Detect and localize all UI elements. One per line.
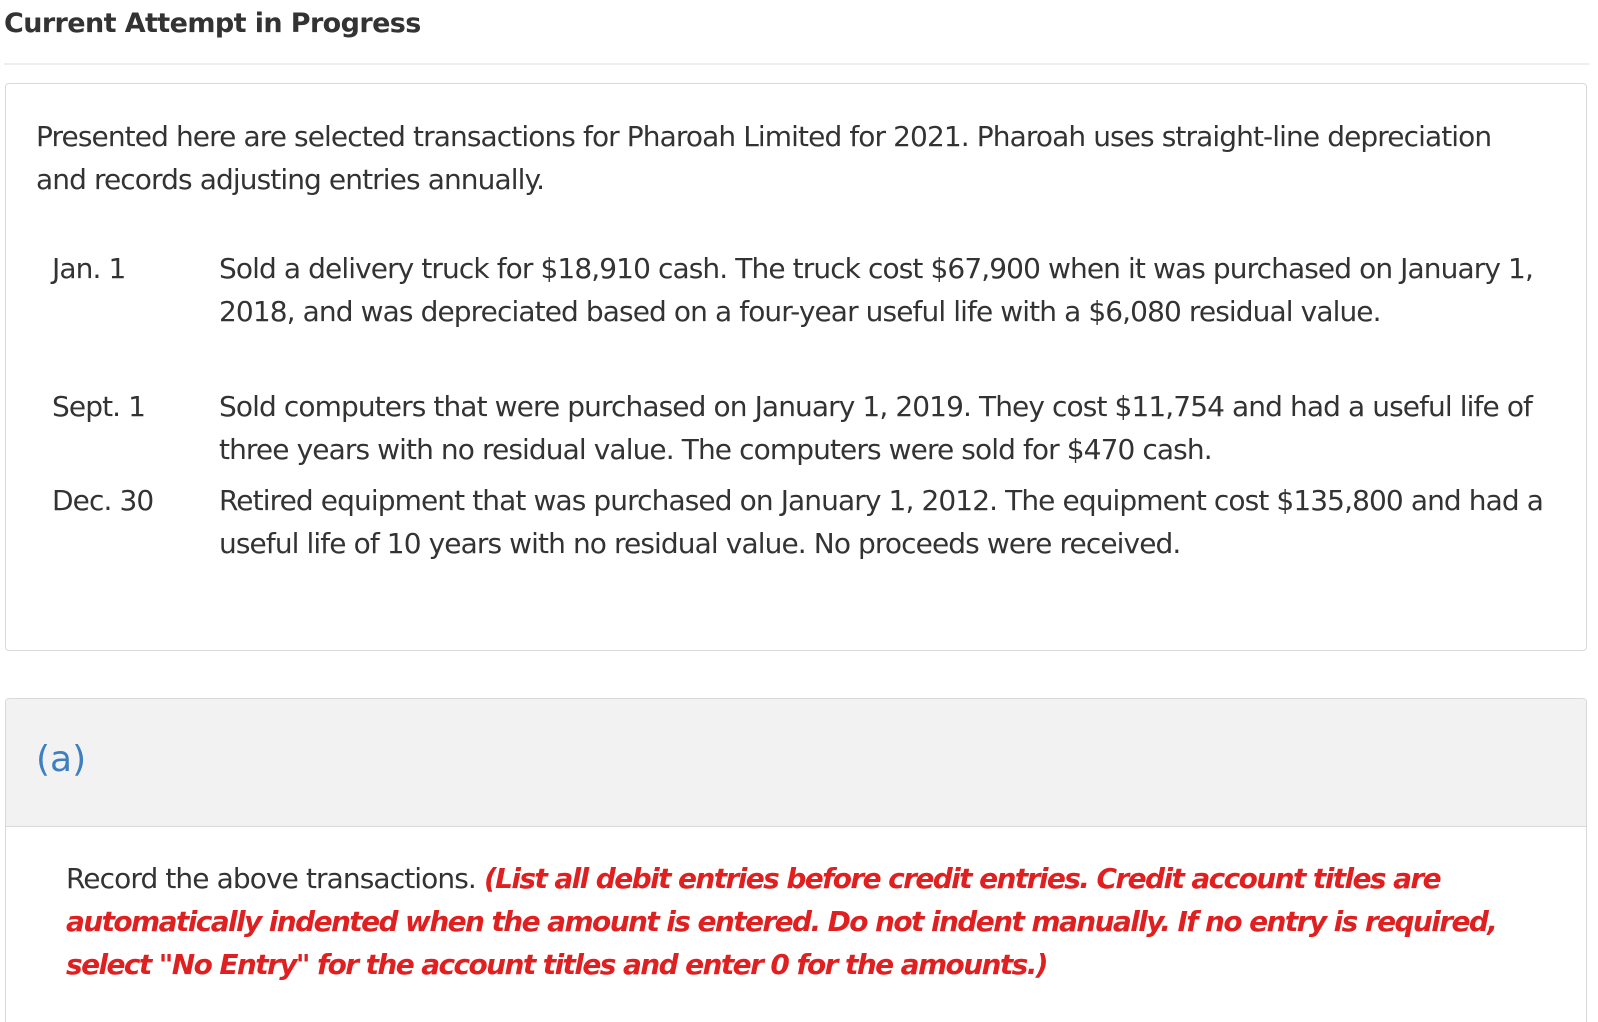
part-a-label: (a) [36,739,87,780]
part-a-card [5,698,1587,1022]
part-a-instructions [66,857,1526,986]
transaction-date: Sept. 1 [52,390,146,423]
problem-statement-card [5,83,1587,651]
transaction-date: Dec. 30 [52,484,154,517]
instruction-emphasis: (List all debit entries before credit entries. Credit account titles are automatically indented when the amount is entered. Do not indent manually. If no entry is required, select "No Entry" for the account titles and enter 0 for the amounts.) [66,862,1497,981]
part-a-header[interactable] [6,699,1586,827]
transaction-description: Sold a delivery truck for $18,910 cash. The truck cost $67,900 when it was purchased on January 1, 2018, and was depreciated based on a four-year useful life with a $6,080 residual value. [219,252,1533,328]
transaction-description: Retired equipment that was purchased on January 1, 2012. The equipment cost $135,800 and had a useful life of 10 years with no residual value. No proceeds were received. [219,484,1544,560]
transaction-date: Jan. 1 [52,252,126,285]
transaction-description: Sold computers that were purchased on January 1, 2019. They cost $11,754 and had a useful life of three years with no residual value. The computers were sold for $470 cash. [219,390,1533,466]
attempt-status-heading: Current Attempt in Progress [4,8,421,39]
instruction-text: Record the above transactions. [66,862,476,895]
header-divider [4,63,1589,65]
problem-intro: Presented here are selected transactions for Pharoah Limited for 2021. Pharoah uses straight-line depreciation and records adjusting entries annually. [36,120,1492,196]
